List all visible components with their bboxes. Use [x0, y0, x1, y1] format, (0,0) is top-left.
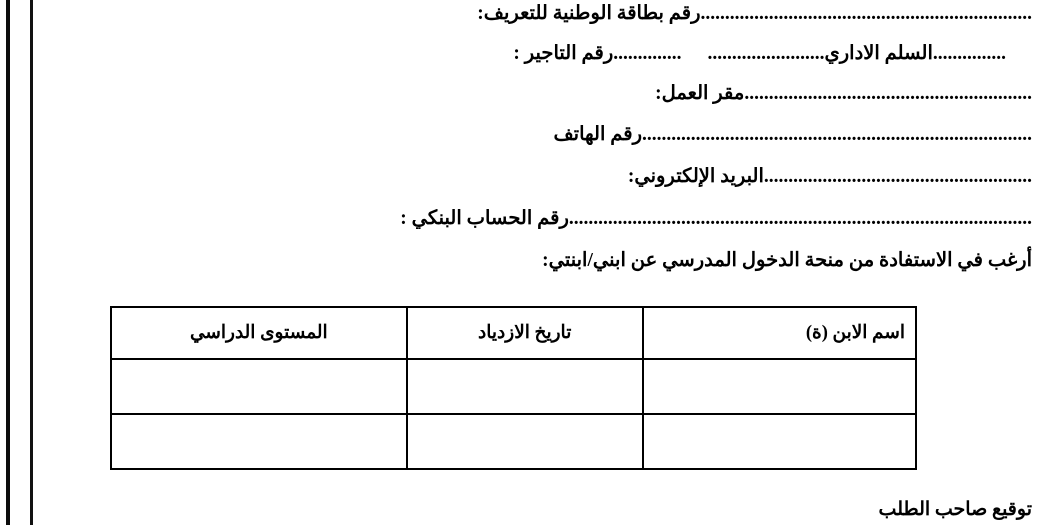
- document-content: [40, 0, 1032, 525]
- table-row: [111, 414, 916, 469]
- field-national-id-label: رقم بطاقة الوطنية للتعريف:: [477, 4, 701, 24]
- field-phone-dots: ................................................................................: [642, 125, 1032, 145]
- request-intro-text: أرغب في الاستفادة من منحة الدخول المدرسي عن ابني/ابنتي:: [542, 250, 1032, 271]
- signature-label: توقيع صاحب الطلب: [878, 499, 1032, 520]
- table-row: [111, 359, 916, 414]
- field-email: [40, 167, 1032, 187]
- page-edge-rule-inner: [30, 0, 33, 525]
- column-header-school-level: المستوى الدراسي: [111, 307, 407, 359]
- field-national-id-dots: ....................................................................: [700, 4, 1032, 24]
- page-edge-rule-outer: [6, 0, 10, 525]
- field-phone: [40, 125, 1032, 145]
- field-workplace: [40, 84, 1032, 104]
- children-table-head: [111, 307, 916, 359]
- table-header-row: [111, 307, 916, 359]
- children-table-wrapper: [110, 306, 917, 470]
- field-bank-account: [40, 209, 1032, 229]
- field-bank-account-label: رقم الحساب البنكي :: [400, 209, 569, 229]
- cell-child-name[interactable]: [643, 359, 916, 414]
- cell-school-level[interactable]: [111, 414, 407, 469]
- cell-school-level[interactable]: [111, 359, 407, 414]
- cell-child-name[interactable]: [643, 414, 916, 469]
- field-national-id: [40, 4, 1032, 24]
- field-phone-label: رقم الهاتف: [553, 125, 642, 145]
- field-hiring-number-dots-after: ...............: [932, 44, 1006, 64]
- field-email-dots: .......................................................: [763, 167, 1032, 187]
- field-hiring-number-dots-before: ..............: [613, 44, 682, 64]
- children-table: [110, 306, 917, 470]
- children-table-body: [111, 359, 916, 469]
- cell-birth-date[interactable]: [407, 359, 643, 414]
- field-email-label: البريد الإلكتروني:: [627, 167, 764, 187]
- cell-birth-date[interactable]: [407, 414, 643, 469]
- column-header-birth-date: تاريخ الازدياد: [407, 307, 643, 359]
- field-hiring-number-label: رقم التأجير :: [513, 44, 614, 64]
- field-hiring-number-dots-mid: ........................: [707, 44, 825, 64]
- field-hiring-number: [40, 44, 1032, 64]
- field-hiring-number-mid-label: السلم الاداري: [824, 44, 933, 64]
- column-header-child-name: اسم الابن (ة): [643, 307, 916, 359]
- field-workplace-dots: ...........................................................: [744, 84, 1032, 104]
- field-bank-account-dots: ...............................................................................................: [568, 209, 1032, 229]
- field-workplace-label: مقر العمل:: [655, 84, 745, 104]
